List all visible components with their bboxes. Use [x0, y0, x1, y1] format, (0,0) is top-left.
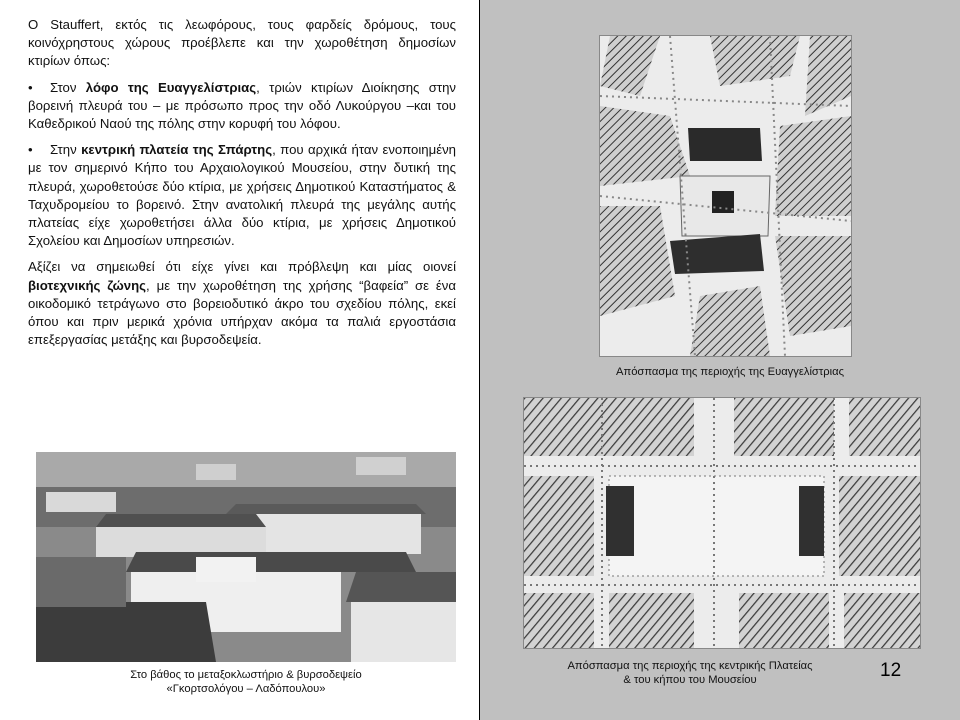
historic-photo: [36, 452, 456, 662]
panel-divider: [479, 0, 480, 720]
industrial-zone-paragraph: Αξίζει να σημειωθεί ότι είχε γίνει και πρόβλεψη και μίας οιονεί βιοτεχνικής ζώνης, με την χωροθέτηση της χρήσης “βαφεία” σε ένα οικοδομικό τετράγωνο στο βορειοδυτικό άκρο του σχεδίου πόλης, εκεί όπου και πριν μερικά χρόνια υπήρχαν ακόμα τα παλιά εργοστάσια επεξεργασίας μετάξης και βυρσοδεψεία.: [28, 259, 456, 348]
bullet-marker: •: [28, 142, 33, 158]
bold-term: κεντρική πλατεία της Σπάρτης: [81, 142, 273, 158]
photo-caption: Στο βάθος το μεταξοκλωστήριο & βυρσοδεψείο «Γκορτσολόγου – Λαδόπουλου»: [130, 669, 362, 695]
bullet-central-square: • Στην κεντρική πλατεία της Σπάρτης, που αρχικά ήταν ενοποιημένη με τον σημερινό Κήπο του Αρχαιολογικού Μουσείου, στην δυτική της πλευρά, χωροθετούσε δύο κτίρια, με χρήσεις Δημοτικού Καταστήματος & Ταχυδρομείου το βορεινό. Στην ανατολική πλευρά της μεγάλης αυτής πλατείας είχε χωροθετήσει άλλα δύο κτίρια, με χρήσεις Δημοτικού Σχολείου και Δημοσίων υπηρεσιών.: [28, 142, 456, 249]
map-central-square-caption: Απόσπασμα της περιοχής της κεντρικής Πλατείας & του κήπου του Μουσείου: [567, 660, 813, 686]
map-evangelistria-caption: Απόσπασμα της περιοχής της Ευαγγελίστριας: [616, 366, 844, 378]
map-central-square: [523, 397, 921, 649]
map-evangelistria: [599, 35, 852, 357]
page-number: 12: [880, 660, 902, 681]
intro-paragraph: Ο Stauffert, εκτός τις λεωφόρους, τους φαρδείς δρόμους, τους κοινόχρηστους χώρους προέβλεπε και την χωροθέτηση δημοσίων κτιρίων όπως:: [28, 17, 456, 69]
bullet-evangelistria: • Στον λόφο της Ευαγγελίστριας, τριών κτιρίων Διοίκησης στην βορεινή πλευρά του – με πρόσωπο προς την οδό Λυκούργου –και του Καθεδρικού Ναού της πόλης στην κορυφή του λόφου.: [28, 79, 456, 132]
bold-term: λόφο της Ευαγγελίστριας: [85, 79, 257, 95]
body-text: [28, 16, 456, 357]
bold-term: βιοτεχνικής ζώνης: [28, 277, 147, 293]
bullet-marker: •: [28, 79, 33, 95]
